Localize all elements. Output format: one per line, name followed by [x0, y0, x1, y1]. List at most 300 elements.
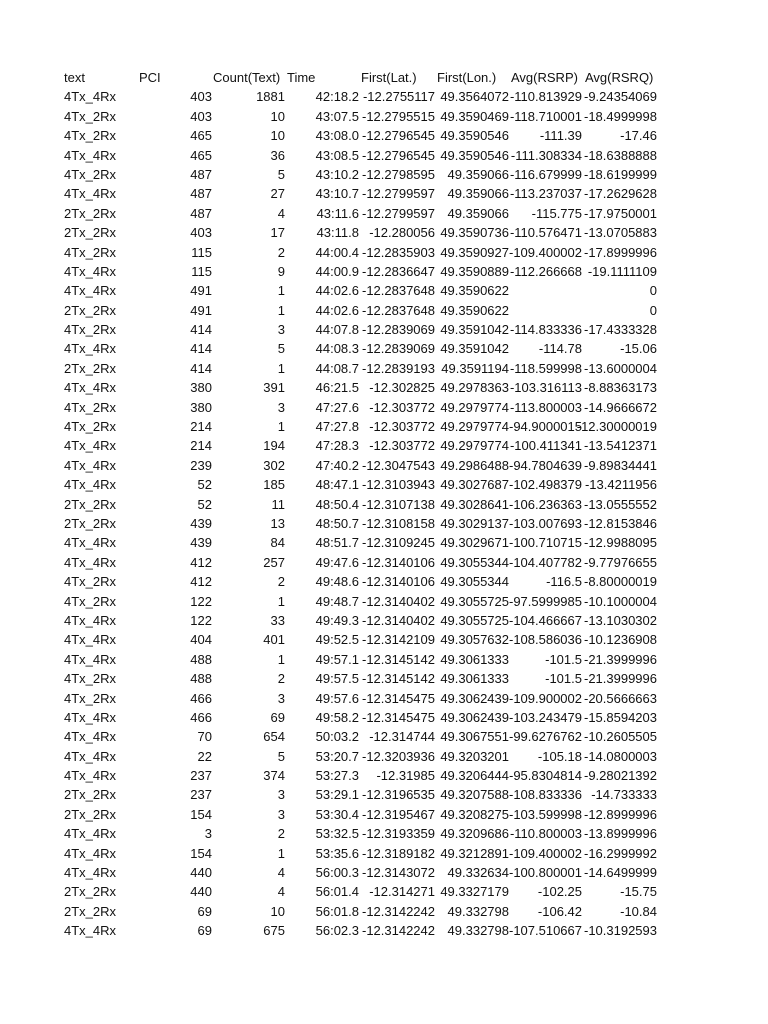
table-row [64, 126, 664, 145]
cell-rsrp: -113.800003 [509, 399, 582, 415]
cell-lat: -12.314744 [369, 729, 435, 745]
cell-rsrp: -100.800001 [508, 865, 582, 881]
cell-text: 4Tx_4Rx [64, 923, 117, 939]
table-row [64, 339, 664, 358]
cell-lat: -12.3140402 [361, 593, 435, 609]
cell-time: 44:02.6 [315, 283, 359, 299]
cell-pci: 52 [197, 477, 212, 493]
cell-lat: -12.2836647 [361, 263, 435, 279]
cell-text: 4Tx_4Rx [64, 709, 117, 725]
cell-lat: -12.2795515 [361, 108, 435, 124]
cell-time: 44:08.7 [315, 360, 359, 376]
cell-pci: 115 [191, 244, 212, 260]
cell-pci: 52 [197, 496, 212, 512]
cell-time: 47:40.2 [315, 457, 359, 473]
cell-time: 49:57.1 [315, 651, 359, 667]
cell-rsrq: -19.1111109 [587, 263, 657, 279]
cell-pci: 491 [190, 283, 212, 299]
cell-rsrq: -17.46 [620, 128, 657, 144]
cell-rsrp: -104.407782 [508, 554, 582, 570]
cell-text: 4Tx_2Rx [64, 593, 117, 609]
cell-lon: 49.3029671 [440, 535, 509, 551]
cell-rsrq: -10.2605505 [583, 729, 657, 745]
cell-count: 257 [263, 554, 285, 570]
cell-lon: 49.332634 [447, 865, 509, 881]
cell-lon: 49.3057632 [440, 632, 509, 648]
cell-time: 53:35.6 [315, 845, 359, 861]
cell-time: 47:28.3 [315, 438, 359, 454]
cell-time: 43:11.8 [316, 225, 359, 241]
cell-rsrq: 0 [649, 283, 657, 299]
cell-rsrq: -10.1236908 [583, 632, 657, 648]
cell-rsrq: -10.3192593 [583, 923, 657, 939]
cell-lat: -12.2837648 [361, 283, 435, 299]
header-time: Time [287, 70, 316, 85]
cell-text: 4Tx_4Rx [64, 341, 117, 357]
table-row [64, 398, 664, 417]
cell-lat: -12.280056 [369, 225, 435, 241]
cell-count: 11 [271, 496, 285, 512]
header-row [64, 68, 664, 87]
cell-rsrq: -9.77976655 [583, 554, 657, 570]
cell-lat: -12.2835903 [361, 244, 435, 260]
cell-rsrp: -108.586036 [508, 632, 582, 648]
table-row [64, 378, 664, 397]
cell-rsrp: -106.42 [537, 903, 582, 919]
cell-lat: -12.302825 [369, 380, 435, 396]
cell-time: 50:03.2 [315, 729, 359, 745]
table-row [64, 184, 664, 203]
cell-time: 49:57.5 [315, 671, 359, 687]
cell-pci: 440 [190, 865, 212, 881]
cell-time: 47:27.8 [315, 419, 359, 435]
cell-text: 2Tx_2Rx [64, 787, 117, 803]
cell-count: 3 [277, 787, 285, 803]
cell-count: 194 [263, 438, 285, 454]
cell-rsrp: -103.007693 [508, 515, 582, 531]
table-row [64, 359, 664, 378]
table-row [64, 262, 664, 281]
cell-pci: 22 [197, 748, 212, 764]
cell-text: 2Tx_2Rx [64, 496, 117, 512]
cell-pci: 488 [190, 651, 212, 667]
cell-count: 10 [270, 903, 285, 919]
header-text: text [64, 70, 85, 85]
cell-lon: 49.3590546 [440, 147, 509, 163]
cell-text: 4Tx_2Rx [64, 108, 117, 124]
cell-pci: 154 [190, 806, 212, 822]
cell-lat: -12.3140402 [361, 612, 435, 628]
cell-lon: 49.3207588 [440, 787, 509, 803]
cell-lat: -12.2839069 [361, 341, 435, 357]
cell-time: 49:58.2 [315, 709, 359, 725]
cell-time: 44:02.6 [315, 302, 359, 318]
cell-lon: 49.3062439 [440, 709, 509, 725]
cell-lat: -12.3142242 [361, 903, 435, 919]
cell-lat: -12.2798595 [361, 166, 435, 182]
cell-count: 13 [270, 515, 285, 531]
cell-count: 4 [277, 884, 285, 900]
cell-rsrq: -20.5666663 [583, 690, 657, 706]
cell-pci: 491 [190, 302, 212, 318]
cell-lat: -12.3047543 [361, 457, 435, 473]
cell-rsrq: -15.06 [620, 341, 657, 357]
cell-count: 9 [277, 263, 285, 279]
cell-rsrq: -13.0705883 [583, 225, 657, 241]
table-row [64, 475, 664, 494]
cell-count: 33 [270, 612, 285, 628]
cell-lat: -12.3196535 [361, 787, 435, 803]
cell-rsrq: -21.3999996 [583, 651, 657, 667]
cell-rsrp: -100.710715 [508, 535, 582, 551]
cell-time: 53:29.1 [315, 787, 359, 803]
cell-lat: -12.3107138 [361, 496, 435, 512]
cell-rsrp: -99.6276762 [508, 729, 582, 745]
cell-time: 43:08.5 [315, 147, 359, 163]
cell-lat: -12.2796545 [361, 147, 435, 163]
cell-pci: 154 [190, 845, 212, 861]
cell-text: 2Tx_2Rx [64, 806, 117, 822]
cell-rsrp: -105.18 [537, 748, 582, 764]
cell-rsrq: -13.8999996 [583, 826, 657, 842]
table-row [64, 301, 664, 320]
cell-time: 56:01.4 [315, 884, 359, 900]
cell-count: 3 [277, 322, 285, 338]
cell-count: 1 [277, 651, 285, 667]
cell-lon: 49.3212891 [440, 845, 509, 861]
cell-rsrp: -113.237037 [509, 186, 582, 202]
cell-pci: 414 [190, 341, 212, 357]
cell-text: 4Tx_4Rx [64, 845, 117, 861]
cell-time: 53:20.7 [315, 748, 359, 764]
cell-time: 43:07.5 [315, 108, 359, 124]
cell-rsrq: 0 [649, 302, 657, 318]
cell-lat: -12.3193359 [361, 826, 435, 842]
cell-rsrp: -116.679999 [509, 166, 582, 182]
cell-lat: -12.303772 [369, 438, 435, 454]
cell-rsrq: -12.9988095 [583, 535, 657, 551]
cell-rsrp: -112.266668 [509, 263, 582, 279]
table-row [64, 863, 664, 882]
cell-rsrq: -14.6499999 [583, 865, 657, 881]
cell-pci: 465 [190, 128, 212, 144]
table-row [64, 572, 664, 591]
cell-rsrp: -118.599998 [509, 360, 582, 376]
cell-rsrq: -9.28021392 [583, 768, 657, 784]
cell-time: 48:50.4 [315, 496, 359, 512]
table-row [64, 902, 664, 921]
cell-text: 2Tx_2Rx [64, 903, 117, 919]
table-row [64, 785, 664, 804]
cell-rsrq: -8.88363173 [583, 380, 657, 396]
cell-rsrq: -10.1000004 [583, 593, 657, 609]
cell-rsrp: -108.833336 [508, 787, 582, 803]
cell-rsrp: -110.576471 [509, 225, 582, 241]
table-row [64, 204, 664, 223]
cell-pci: 439 [190, 535, 212, 551]
cell-rsrp: -110.800003 [509, 826, 582, 842]
cell-lat: -12.3145142 [361, 651, 435, 667]
cell-time: 43:10.7 [315, 186, 359, 202]
cell-rsrp: -109.900002 [508, 690, 582, 706]
table-row [64, 611, 664, 630]
cell-lon: 49.3591194 [441, 360, 509, 376]
table-row [64, 824, 664, 843]
cell-pci: 380 [190, 380, 212, 396]
cell-lon: 49.3590622 [440, 302, 509, 318]
cell-lon: 49.3061333 [440, 671, 509, 687]
cell-time: 56:01.8 [315, 903, 359, 919]
cell-text: 2Tx_2Rx [64, 225, 117, 241]
cell-pci: 487 [190, 166, 212, 182]
cell-rsrp: -109.400002 [508, 244, 582, 260]
cell-time: 43:10.2 [315, 166, 359, 182]
header-count: Count(Text) [213, 70, 281, 85]
cell-pci: 439 [190, 515, 212, 531]
cell-lat: -12.3145475 [361, 690, 435, 706]
cell-text: 4Tx_4Rx [64, 89, 117, 105]
cell-pci: 3 [204, 826, 212, 842]
cell-text: 4Tx_4Rx [64, 768, 117, 784]
cell-lat: -12.3108158 [361, 515, 435, 531]
cell-lon: 49.359066 [447, 186, 509, 202]
cell-rsrp: -100.411341 [509, 438, 582, 454]
cell-pci: 487 [190, 205, 212, 221]
cell-rsrq: -16.2999992 [583, 845, 657, 861]
cell-text: 4Tx_2Rx [64, 322, 117, 338]
cell-pci: 70 [197, 729, 212, 745]
cell-rsrp: -94.7804639 [508, 457, 582, 473]
cell-text: 4Tx_4Rx [64, 147, 117, 163]
header-rsrp: Avg(RSRP) [511, 70, 578, 85]
cell-lat: -12.303772 [369, 419, 435, 435]
cell-pci: 122 [190, 612, 212, 628]
cell-count: 1 [277, 419, 285, 435]
cell-count: 4 [277, 865, 285, 881]
cell-lon: 49.3062439 [440, 690, 509, 706]
table-body [64, 87, 664, 940]
table-row [64, 921, 664, 940]
cell-text: 2Tx_2Rx [64, 360, 117, 376]
cell-text: 4Tx_2Rx [64, 399, 117, 415]
cell-text: 4Tx_4Rx [64, 263, 117, 279]
table-row [64, 417, 664, 436]
cell-lon: 49.359066 [447, 166, 509, 182]
cell-lon: 49.3029137 [440, 515, 509, 531]
cell-lat: -12.3145475 [361, 709, 435, 725]
cell-time: 48:50.7 [315, 515, 359, 531]
table-row [64, 553, 664, 572]
cell-text: 4Tx_4Rx [64, 865, 117, 881]
cell-lon: 49.332798 [447, 923, 509, 939]
cell-lat: -12.3103943 [361, 477, 435, 493]
table-row [64, 650, 664, 669]
cell-lat: -12.3145142 [361, 671, 435, 687]
cell-count: 2 [277, 826, 285, 842]
cell-pci: 414 [190, 322, 212, 338]
cell-time: 56:00.3 [315, 865, 359, 881]
cell-rsrp: -107.510667 [508, 923, 582, 939]
cell-pci: 403 [190, 89, 212, 105]
cell-text: 4Tx_4Rx [64, 729, 117, 745]
cell-pci: 412 [190, 574, 212, 590]
cell-count: 36 [270, 147, 285, 163]
cell-pci: 214 [190, 438, 212, 454]
cell-time: 46:21.5 [315, 380, 359, 396]
cell-count: 5 [277, 166, 285, 182]
cell-rsrq: -13.6000004 [583, 360, 657, 376]
cell-count: 1 [277, 360, 285, 376]
cell-rsrq: -17.2629628 [583, 186, 657, 202]
cell-lat: -12.314271 [369, 884, 435, 900]
cell-count: 391 [263, 380, 285, 396]
cell-lat: -12.3142109 [361, 632, 435, 648]
cell-time: 49:47.6 [315, 554, 359, 570]
cell-pci: 69 [197, 923, 212, 939]
cell-lon: 49.2986488 [440, 457, 509, 473]
table-row [64, 533, 664, 552]
cell-count: 1 [277, 593, 285, 609]
cell-count: 3 [277, 399, 285, 415]
cell-lon: 49.3055344 [440, 554, 509, 570]
cell-rsrq: -18.6199999 [583, 166, 657, 182]
cell-pci: 466 [190, 690, 212, 706]
cell-lon: 49.3206444 [440, 768, 509, 784]
cell-pci: 440 [190, 884, 212, 900]
cell-pci: 466 [190, 709, 212, 725]
cell-lat: -12.2755117 [362, 89, 435, 105]
cell-rsrq: -14.9666672 [583, 399, 657, 415]
cell-count: 10 [270, 128, 285, 144]
cell-time: 49:57.6 [315, 690, 359, 706]
cell-count: 17 [270, 225, 285, 241]
cell-count: 302 [263, 457, 285, 473]
table-row [64, 514, 664, 533]
table-row [64, 436, 664, 455]
cell-lon: 49.2979774 [440, 419, 509, 435]
header-lat: First(Lat.) [361, 70, 417, 85]
cell-pci: 487 [190, 186, 212, 202]
cell-lon: 49.3067551 [440, 729, 509, 745]
header-pci: PCI [139, 70, 161, 85]
cell-pci: 239 [190, 457, 212, 473]
cell-pci: 403 [190, 108, 212, 124]
cell-count: 84 [270, 535, 285, 551]
cell-text: 4Tx_4Rx [64, 438, 117, 454]
cell-lat: -12.3189182 [361, 845, 435, 861]
cell-rsrp: -106.236363 [508, 496, 582, 512]
cell-text: 4Tx_4Rx [64, 748, 117, 764]
cell-time: 49:52.5 [315, 632, 359, 648]
cell-rsrp: -94.9000015 [508, 419, 582, 435]
cell-count: 1 [277, 845, 285, 861]
cell-lat: -12.2799597 [361, 205, 435, 221]
cell-count: 654 [263, 729, 285, 745]
cell-time: 44:00.9 [315, 263, 359, 279]
cell-lon: 49.3590736 [440, 225, 509, 241]
table-row [64, 708, 664, 727]
cell-lon: 49.3590622 [440, 283, 509, 299]
cell-rsrp: -114.78 [538, 341, 582, 357]
table-row [64, 495, 664, 514]
cell-rsrq: -13.0555552 [583, 496, 657, 512]
cell-rsrq: -8.80000019 [583, 574, 657, 590]
cell-rsrq: -13.5412371 [583, 438, 657, 454]
cell-text: 4Tx_4Rx [64, 651, 117, 667]
header-lon: First(Lon.) [437, 70, 497, 85]
cell-count: 185 [263, 477, 285, 493]
cell-text: 4Tx_4Rx [64, 826, 117, 842]
cell-rsrp: -101.5 [545, 651, 582, 667]
cell-rsrq: -17.8999996 [583, 244, 657, 260]
cell-count: 1 [277, 283, 285, 299]
cell-lon: 49.3590469 [440, 108, 509, 124]
cell-rsrp: -111.308334 [510, 147, 582, 163]
cell-time: 43:11.6 [316, 205, 359, 221]
cell-pci: 122 [190, 593, 212, 609]
cell-rsrq: -15.8594203 [583, 709, 657, 725]
table-row [64, 243, 664, 262]
cell-pci: 237 [190, 768, 212, 784]
cell-lon: 49.3028641 [440, 496, 509, 512]
spreadsheet-table [64, 68, 664, 941]
cell-rsrq: -10.84 [620, 903, 657, 919]
cell-pci: 488 [190, 671, 212, 687]
cell-lat: -12.2839069 [361, 322, 435, 338]
cell-time: 48:47.1 [315, 477, 359, 493]
cell-rsrp: -103.243479 [508, 709, 582, 725]
table-row [64, 689, 664, 708]
cell-rsrq: -9.24354069 [583, 89, 657, 105]
cell-rsrp: -103.316113 [509, 380, 582, 396]
cell-lon: 49.3591042 [440, 322, 509, 338]
cell-rsrq: -17.4333328 [583, 322, 657, 338]
cell-time: 48:51.7 [315, 535, 359, 551]
cell-rsrp: -111.39 [539, 128, 582, 144]
cell-rsrp: -109.400002 [508, 845, 582, 861]
cell-lon: 49.2979774 [440, 438, 509, 454]
cell-lon: 49.3055725 [440, 612, 509, 628]
cell-count: 1881 [256, 89, 285, 105]
cell-text: 4Tx_4Rx [64, 612, 117, 628]
table-row [64, 320, 664, 339]
cell-count: 5 [277, 341, 285, 357]
cell-rsrq: -12.30000019 [576, 419, 657, 435]
cell-rsrp: -102.498379 [508, 477, 582, 493]
cell-lon: 49.3203201 [440, 748, 509, 764]
table-row [64, 146, 664, 165]
cell-rsrp: -115.775 [531, 205, 582, 221]
table-row [64, 882, 664, 901]
cell-rsrq: -18.4999998 [583, 108, 657, 124]
cell-lon: 49.332798 [447, 903, 509, 919]
cell-rsrp: -101.5 [545, 671, 582, 687]
cell-lat: -12.303772 [369, 399, 435, 415]
cell-count: 2 [277, 574, 285, 590]
cell-text: 2Tx_2Rx [64, 205, 117, 221]
cell-lon: 49.3027687 [440, 477, 509, 493]
cell-pci: 404 [190, 632, 212, 648]
cell-lat: -12.2837648 [361, 302, 435, 318]
cell-count: 2 [277, 671, 285, 687]
cell-text: 4Tx_2Rx [64, 128, 117, 144]
cell-time: 44:07.8 [315, 322, 359, 338]
table-row [64, 805, 664, 824]
cell-count: 3 [277, 806, 285, 822]
cell-rsrp: -97.5999985 [508, 593, 582, 609]
cell-pci: 380 [190, 399, 212, 415]
table-row [64, 592, 664, 611]
